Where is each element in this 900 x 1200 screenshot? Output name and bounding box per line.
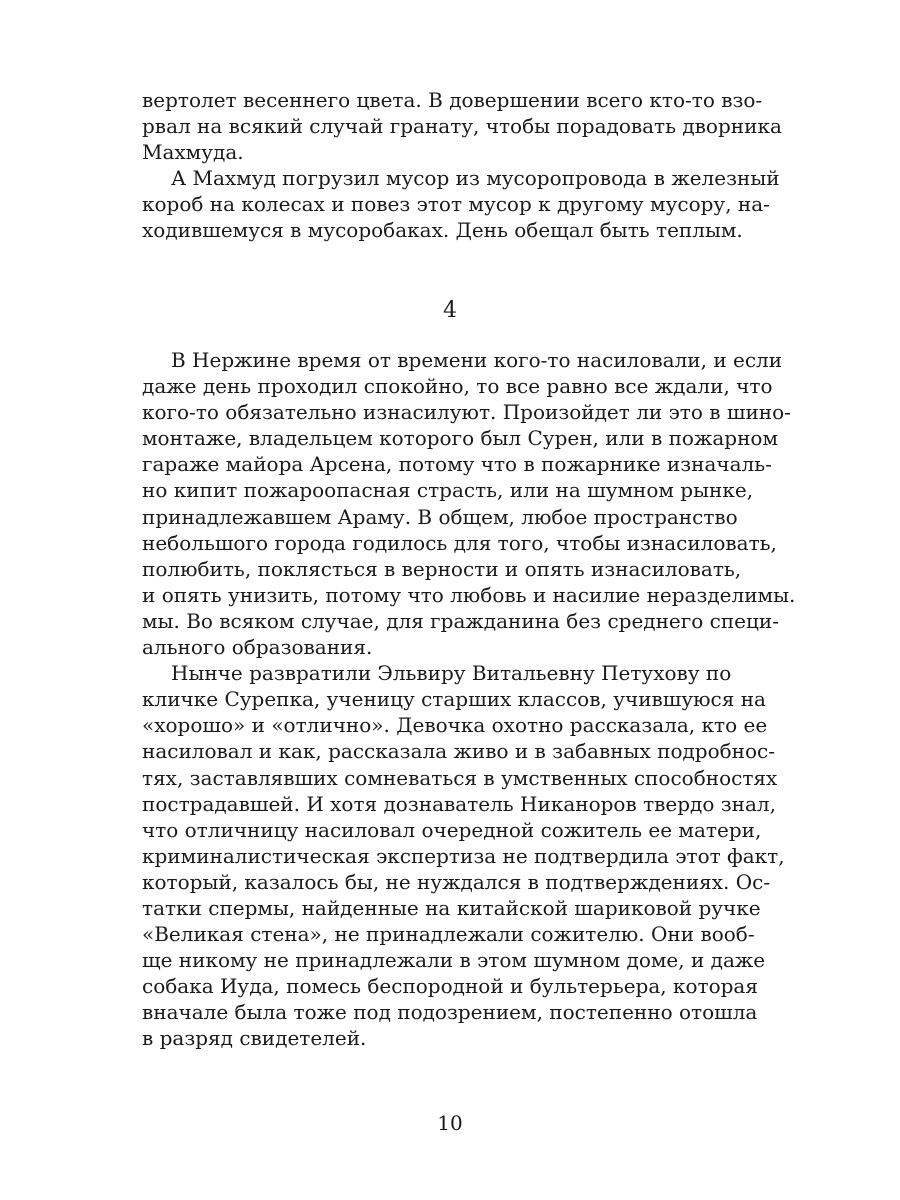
main-text-block bbox=[142, 347, 796, 1052]
text-line: мы. Во всяком случае, для гражданина без среднего специ- bbox=[142, 608, 779, 633]
text-line: пострадавшей. И хотя дознаватель Никаноров твердо знал, bbox=[142, 791, 776, 816]
paragraph bbox=[142, 87, 782, 165]
text-line: вертолет весеннего цвета. В довершении всего кто-то взо- bbox=[142, 88, 763, 112]
text-line: небольшого города годилось для того, чтобы изнасиловать, bbox=[142, 530, 777, 555]
text-line: ходившемуся в мусоробаках. День обещал быть теплым. bbox=[142, 218, 743, 243]
paragraph bbox=[142, 165, 780, 243]
paragraph bbox=[142, 660, 785, 1051]
text-line: который, казалось бы, не нуждался в подтверждениях. Ос- bbox=[142, 869, 771, 894]
text-line: В Нержине время от времени кого-то насиловали, и если bbox=[171, 348, 783, 372]
text-line: гараже майора Арсена, потому что в пожарнике изначаль- bbox=[142, 452, 772, 477]
text-line: собака Иуда, помесь беспородной и бультерьера, которая bbox=[142, 974, 758, 999]
text-line: что отличницу насиловал очередной сожитель ее матери, bbox=[142, 817, 762, 842]
text-line: полюбить, поклясться в верности и опять изнасиловать, bbox=[142, 556, 742, 581]
text-line: но кипит пожароопасная страсть, или на шумном рынке, bbox=[142, 478, 754, 503]
text-line: Махмуда. bbox=[142, 140, 244, 165]
text-line: короб на колесах и повез этот мусор к другому мусору, на- bbox=[142, 192, 770, 217]
text-line: ще никому не принадлежали в этом шумном доме, и даже bbox=[142, 948, 766, 973]
text-line: в разряд свидетелей. bbox=[142, 1026, 367, 1051]
text-line: монтаже, владельцем которого был Сурен, или в пожарном bbox=[142, 426, 779, 451]
text-line: «хорошо» и «отлично». Девочка охотно рассказала, кто ее bbox=[142, 713, 768, 738]
text-line: принадлежавшем Араму. В общем, любое пространство bbox=[142, 504, 738, 529]
paragraph bbox=[142, 347, 796, 660]
chapter-number: 4 bbox=[443, 298, 457, 323]
text-line: А Махмуд погрузил мусор из мусоропровода в железный bbox=[171, 166, 780, 191]
top-text-block bbox=[142, 87, 782, 244]
text-line: татки спермы, найденные на китайской шариковой ручке bbox=[142, 895, 761, 920]
text-line: вначале была тоже под подозрением, постепенно отошла bbox=[142, 1000, 758, 1025]
text-line: рвал на всякий случай гранату, чтобы порадовать дворника bbox=[142, 114, 782, 139]
text-line: криминалистическая экспертиза не подтвердила этот факт, bbox=[142, 843, 785, 868]
text-line: кого-то обязательно изнасилуют. Произойдет ли это в шино- bbox=[142, 400, 791, 425]
text-line: даже день проходил спокойно, то все равно все ждали, что bbox=[142, 374, 773, 399]
text-line: тях, заставлявших сомневаться в умственных способностях bbox=[142, 765, 778, 790]
text-line: Нынче развратили Эльвиру Витальевну Петухову по bbox=[171, 661, 732, 686]
page-number: 10 bbox=[437, 1111, 463, 1135]
text-line: «Великая стена», не принадлежали сожителю. Они вооб- bbox=[142, 922, 755, 947]
text-line: ального образования. bbox=[142, 635, 373, 660]
text-line: и опять унизить, потому что любовь и насилие неразделимы. bbox=[142, 582, 796, 607]
text-line: насиловал и как, рассказала живо и в забавных подробнос- bbox=[142, 739, 776, 764]
text-line: кличке Сурепка, ученицу старших классов, учившуюся на bbox=[142, 687, 766, 712]
